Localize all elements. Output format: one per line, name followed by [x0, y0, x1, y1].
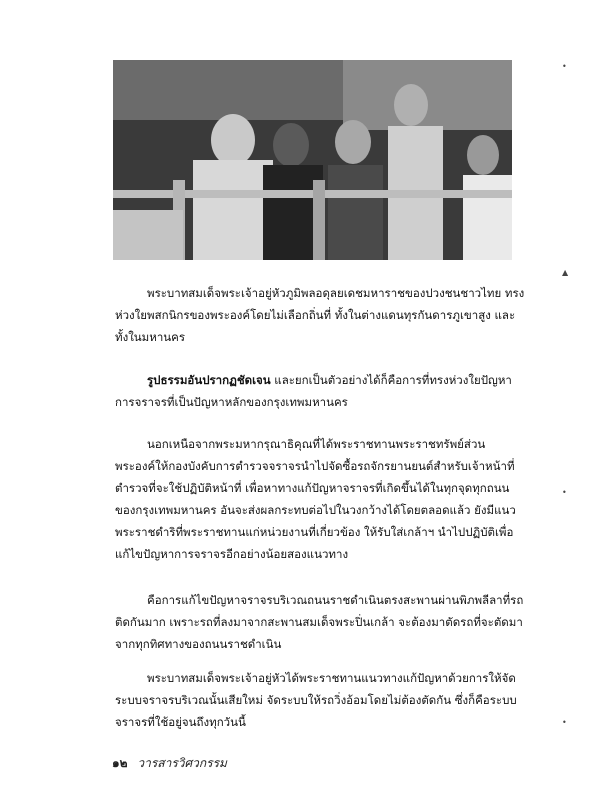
margin-mark-icon: •	[562, 718, 567, 727]
paragraph-2	[115, 369, 525, 413]
paragraph-5	[115, 667, 525, 733]
paragraph-5-text: พระบาทสมเด็จพระเจ้าอยู่หัวได้พระราชทานแนวทางแก้ปัญหาด้วยการให้จัดระบบจราจรบริเวณนั้นเสียใหม่ จัดระบบให้รถวิ่งอ้อมโดยไม่ต้องตัดกัน ซึ่งก็คือระบบจราจรที่ใช้อยู่จนถึงทุกวันนี้	[115, 671, 517, 729]
paragraph-4	[115, 589, 525, 655]
photo	[113, 60, 512, 260]
margin-mark-icon: •	[562, 488, 567, 497]
footer-title: วารสารวิศวกรรม	[137, 756, 227, 770]
paragraph-2-lead: รูปธรรมอันปรากฏชัดเจน	[147, 373, 271, 387]
margin-mark-icon: •	[562, 62, 567, 71]
historical-photo-icon	[113, 60, 512, 260]
paragraph-3-text: นอกเหนือจากพระมหากรุณาธิคุณที่ได้พระราชทานพระราชทรัพย์ส่วนพระองค์ให้กองบังคับการตำรวจจราจรนำไปจัดซื้อรถจักรยานยนต์สำหรับเจ้าหน้าที่ตำรวจที่จะใช้ปฏิบัติหน้าที่ เพื่อหาทางแก้ปัญหาจราจรที่เกิดขึ้นได้ในทุกจุดทุกถนนของกรุงเทพมหานคร อันจะส่งผลกระทบต่อไปในวงกว้างได้โดยตลอดแล้ว ยังมีแนวพระราชดำริที่พระราชทานแก่หน่วยงานที่เกี่ยวข้อง ให้รับใส่เกล้าฯ นำไปปฏิบัติเพื่อแก้ไขปัญหาการจราจรอีกอย่างน้อยสองแนวทาง	[115, 437, 516, 561]
margin-mark-icon: ▲	[562, 268, 569, 277]
paragraph-1	[115, 282, 525, 348]
paragraph-2-text: และยกเป็นตัวอย่างได้ก็คือการที่ทรงห่วงใยปัญหาการจราจรที่เป็นปัญหาหลักของกรุงเทพมหานคร	[115, 373, 512, 409]
page-number: ๑๒	[112, 756, 128, 770]
page-footer	[112, 754, 227, 773]
paragraph-3	[115, 433, 525, 565]
paragraph-1-text: พระบาทสมเด็จพระเจ้าอยู่หัวภูมิพลอดุลยเดชมหาราชของปวงชนชาวไทย ทรงห่วงใยพสกนิกรของพระองค์โดยไม่เลือกถิ่นที่ ทั้งในต่างแดนทุรกันดารภูเขาสูง และทั้งในมหานคร	[115, 286, 525, 344]
paragraph-4-text: คือการแก้ไขปัญหาจราจรบริเวณถนนราชดำเนินตรงสะพานผ่านพิภพลีลาที่รถติดกันมาก เพราะรถที่ลงมาจากสะพานสมเด็จพระปิ่นเกล้า จะต้องมาตัดรถที่จะตัดมาจากทุกทิศทางของถนนราชดำเนิน	[115, 593, 524, 651]
